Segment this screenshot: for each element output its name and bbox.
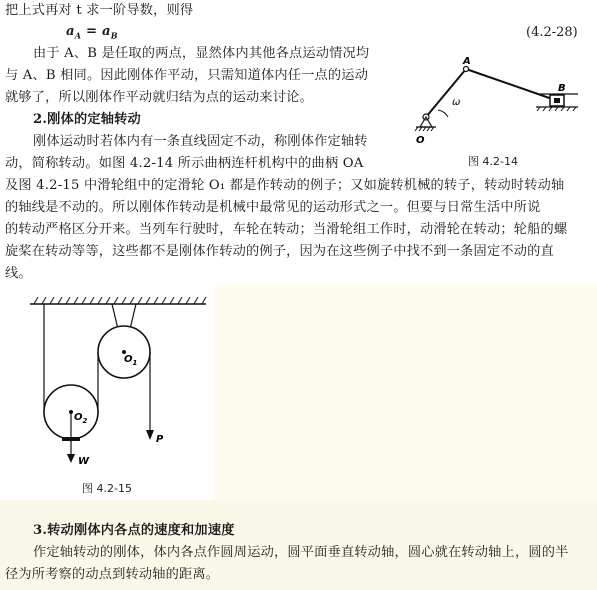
label-w: W: [78, 456, 90, 467]
label-a: A: [463, 56, 471, 67]
equation: [66, 23, 118, 45]
para1-line-2: 与 A、B 相同。因此刚体作平动，只需知道体内任一点的运动: [5, 68, 369, 83]
equation-rhs-sub: B: [110, 30, 118, 41]
para2-line-4: 的轴线是不动的。所以刚体作转动是机械中最常见的运动形式之一。但要与日常生活中所说: [5, 200, 541, 215]
joint-a: [464, 67, 469, 72]
label-o: O: [416, 135, 425, 146]
figure-crank-mechanism: [408, 55, 593, 155]
para2-line-1: 刚体运动时若体内有一条直线固定不动，称刚体作定轴转: [33, 134, 368, 149]
para2-line-6: 旋桨在转动等等，这些都不是刚体作转动的例子，因为在这些例子中找不到一条固定不动的直: [5, 244, 554, 259]
para1-line-1: 由于 A、B 是任取的两点，显然体内其他各点运动情况均: [33, 46, 370, 61]
figure-pulley-system: [28, 292, 208, 477]
para2-line-2: 动，简称转动。如图 4.2-14 所示曲柄连杆机构中的曲柄 OA: [5, 156, 364, 171]
equation-eq: =: [81, 24, 103, 39]
label-o2: $O_2$: [74, 412, 88, 425]
equation-lhs: a: [66, 24, 75, 39]
equation-number: (4.2-28): [526, 25, 578, 40]
para3-line-2: 径为所考察的动点到转动轴的距离。: [5, 567, 220, 582]
section2-title: 2.刚体的定轴转动: [33, 112, 141, 127]
arrow-w: [67, 454, 75, 463]
label-p: P: [156, 434, 164, 445]
figure-15-caption: 图 4.2-15: [82, 482, 132, 495]
label-omega: ω: [452, 97, 461, 108]
para3-line-1: 作定轴转动的刚体，体内各点作圆周运动，圆平面垂直转动轴，圆心就在转动轴上，圆的半: [33, 545, 569, 560]
figure-14-caption: 图 4.2-14: [468, 155, 518, 168]
intro-line: 把上式再对 t 求一阶导数，则得: [5, 3, 194, 18]
para2-line-7: 线。: [5, 266, 32, 281]
weight-bar: [62, 437, 80, 441]
arrow-p: [146, 430, 154, 440]
blank-area: [214, 285, 597, 500]
label-b: B: [558, 83, 566, 94]
para2-line-5: 的转动严格区分开来。当列车行驶时，车轮在转动；当滑轮组工作时，动滑轮在转动；轮船的螺: [5, 222, 568, 237]
equation-lhs-sub: A: [74, 30, 82, 41]
label-o1: $O_1$: [124, 354, 138, 367]
section3-title: 3.转动刚体内各点的速度和加速度: [33, 523, 235, 538]
para1-line-3: 就够了，所以刚体作平动就归结为点的运动来讨论。: [5, 90, 313, 105]
para2-line-3: 及图 4.2-15 中滑轮组中的定滑轮 O₁ 都是作转动的例子；又如旋转机械的转子，转动时转动轴: [5, 178, 565, 193]
omega-arc: [438, 110, 448, 117]
equation-rhs: a: [102, 24, 111, 39]
crank-rod: [426, 69, 466, 117]
connecting-rod: [466, 69, 558, 101]
